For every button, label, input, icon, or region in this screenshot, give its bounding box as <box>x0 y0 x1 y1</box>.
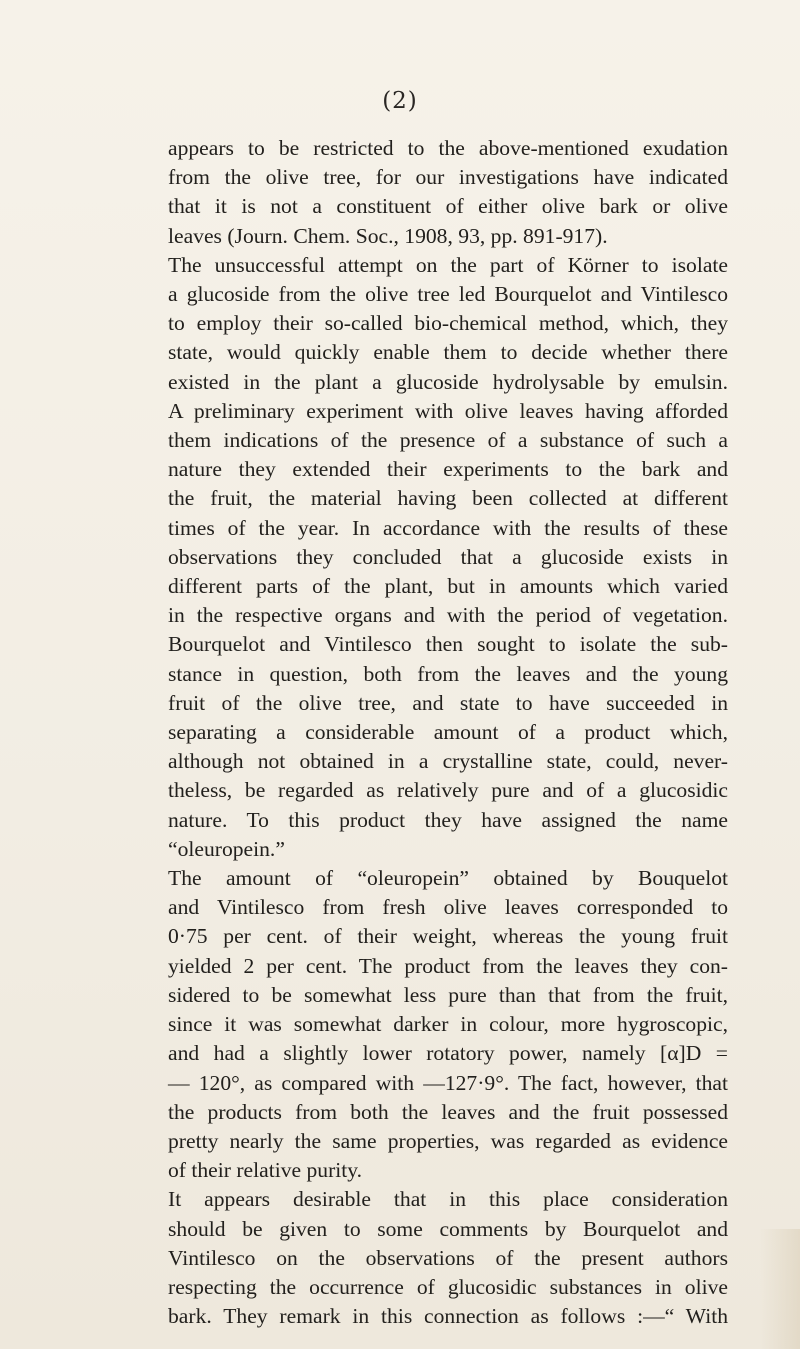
text-line: appears to be restricted to the above-mentioned exudation <box>168 136 728 160</box>
text-line: to employ their so-called bio-chemical method, which, they <box>168 311 728 336</box>
text-line: existed in the plant a glucoside hydrolysable by emulsin. <box>168 369 728 394</box>
text-line: leaves (Journ. Chem. Soc., 1908, 93, pp. 891-917). <box>168 223 608 248</box>
text-line: nature they extended their experiments to the bark and <box>168 457 728 482</box>
text-line: times of the year. In accordance with the results of these <box>168 515 728 540</box>
page-number: (2) <box>382 88 418 114</box>
text-line: them indications of the presence of a substance of such a <box>168 428 728 453</box>
text-line: that it is not a constituent of either olive bark or olive <box>168 194 728 219</box>
text-line: theless, be regarded as relatively pure and of a glucosidic <box>168 778 728 803</box>
text-line: separating a considerable amount of a product which, <box>168 720 728 745</box>
text-line: the fruit, the material having been collected at different <box>168 486 728 511</box>
text-line: bark. They remark in this connection as follows :—“ With <box>168 1304 728 1329</box>
text-line: A preliminary experiment with olive leaves having afforded <box>168 398 728 423</box>
text-line: The unsuccessful attempt on the part of Körner to isolate <box>168 252 728 277</box>
text-line: Vintilesco on the observations of the present authors <box>168 1245 728 1270</box>
text-line: — 120°, as compared with —127·9°. The fact, however, that <box>168 1070 728 1095</box>
text-line: It appears desirable that in this place consideration <box>168 1187 728 1212</box>
text-line: should be given to some comments by Bourquelot and <box>168 1216 728 1241</box>
text-line: the products from both the leaves and the fruit possessed <box>168 1099 728 1124</box>
text-line: different parts of the plant, but in amounts which varied <box>168 574 728 599</box>
text-line: yielded 2 per cent. The product from the leaves they con- <box>168 953 728 978</box>
body-text <box>168 134 728 1331</box>
text-line: 0·75 per cent. of their weight, whereas the young fruit <box>168 924 728 949</box>
text-line: nature. To this product they have assigned the name <box>168 807 728 832</box>
text-line: since it was somewhat darker in colour, more hygroscopic, <box>168 1012 728 1037</box>
text-line: respecting the occurrence of glucosidic substances in olive <box>168 1274 728 1299</box>
text-line: although not obtained in a crystalline state, could, never- <box>168 749 728 774</box>
text-line: pretty nearly the same properties, was regarded as evidence <box>168 1128 728 1153</box>
text-line: in the respective organs and with the period of vegetation. <box>168 603 728 628</box>
text-line: fruit of the olive tree, and state to have succeeded in <box>168 690 728 715</box>
text-line: and Vintilesco from fresh olive leaves corresponded to <box>168 895 728 920</box>
text-line: and had a slightly lower rotatory power, namely [α]D = <box>168 1041 728 1066</box>
text-line: observations they concluded that a glucoside exists in <box>168 544 728 569</box>
text-line: from the olive tree, for our investigations have indicated <box>168 165 728 190</box>
text-line: a glucoside from the olive tree led Bourquelot and Vintilesco <box>168 282 728 307</box>
text-line: of their relative purity. <box>168 1158 363 1183</box>
text-line: “oleuropein.” <box>168 836 285 861</box>
text-line: state, would quickly enable them to decide whether there <box>168 340 728 365</box>
text-line: stance in question, both from the leaves and the young <box>168 661 728 686</box>
text-line: The amount of “oleuropein” obtained by Bouquelot <box>168 866 728 891</box>
text-line: Bourquelot and Vintilesco then sought to isolate the sub- <box>168 632 728 657</box>
paper-edge-stain <box>760 1229 800 1349</box>
text-line: sidered to be somewhat less pure than that from the fruit, <box>168 982 728 1007</box>
